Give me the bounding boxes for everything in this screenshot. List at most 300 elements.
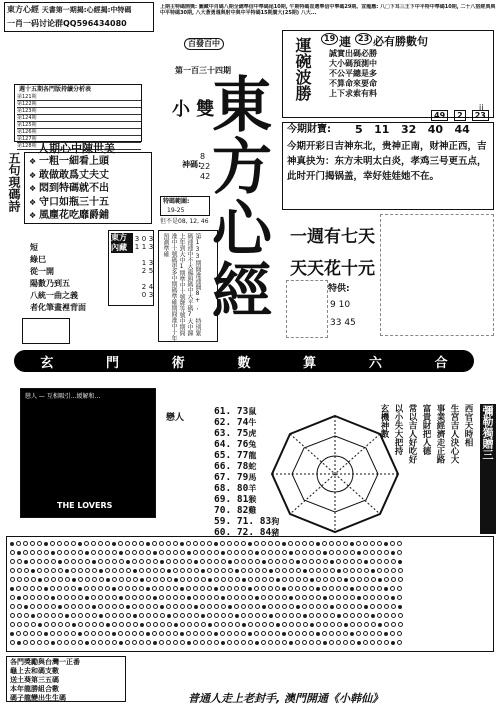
dot	[160, 613, 165, 618]
dot	[316, 632, 320, 636]
number-value: 64. 76	[214, 439, 249, 450]
dot	[234, 541, 239, 546]
dot	[91, 586, 96, 591]
dot	[214, 632, 218, 636]
dot	[166, 595, 171, 600]
dot	[269, 577, 274, 582]
dot	[227, 550, 232, 555]
right-top-num: 2	[454, 110, 466, 121]
dot	[330, 568, 335, 573]
dot	[255, 551, 259, 555]
dongfang-box	[108, 230, 154, 306]
dot	[37, 568, 42, 573]
dot	[24, 560, 28, 564]
dot	[37, 631, 42, 636]
dot	[363, 631, 368, 636]
issue-number: 第一百三十四期	[175, 66, 231, 75]
dot	[343, 586, 348, 591]
dot	[350, 604, 355, 609]
number-column	[214, 406, 280, 538]
table-row-label: 第121期	[17, 94, 37, 100]
dot	[119, 641, 123, 645]
dot	[98, 550, 103, 555]
dot	[193, 541, 198, 546]
dot	[119, 577, 124, 582]
verse-text: 一粗一細看上頭	[38, 156, 109, 167]
right-vertical-text: 事業經濟走正路	[435, 404, 445, 464]
left-mid-line: 者化筆畫裡背面	[30, 303, 86, 312]
dot	[187, 559, 192, 564]
dot	[296, 568, 301, 573]
dot	[24, 622, 29, 627]
right-top-title: 必有勝數句	[373, 35, 428, 48]
dongfang-title: 東方內藏	[111, 233, 133, 253]
dot	[295, 640, 300, 645]
dot	[64, 631, 69, 636]
special-label: 特供:	[328, 284, 350, 294]
dot	[57, 631, 62, 636]
dot	[248, 622, 253, 627]
dot	[269, 569, 273, 573]
note-line: 碼子龍變出生生碼	[10, 694, 66, 702]
number-row	[214, 472, 274, 483]
dot	[268, 640, 273, 645]
dot	[221, 622, 226, 627]
bottom-notes	[6, 656, 126, 702]
dot	[133, 622, 138, 627]
dot	[282, 542, 286, 546]
dot	[17, 568, 22, 573]
dot	[329, 586, 334, 591]
dot	[105, 550, 110, 555]
dot	[221, 604, 226, 609]
dot	[343, 613, 348, 618]
dot	[153, 559, 158, 564]
dot	[139, 631, 144, 636]
dot	[343, 541, 348, 546]
dot	[350, 613, 355, 618]
dot	[91, 550, 96, 555]
dot	[193, 595, 198, 600]
dot	[126, 605, 130, 609]
dot	[78, 542, 82, 546]
dot	[193, 631, 198, 636]
dot	[173, 613, 178, 618]
dot	[357, 568, 362, 573]
dot	[248, 595, 253, 600]
dot	[146, 595, 151, 600]
dot	[200, 631, 205, 636]
dot	[384, 632, 388, 636]
dot	[241, 640, 246, 645]
dot	[296, 577, 301, 582]
dot	[296, 560, 300, 564]
dot	[92, 622, 97, 627]
dot	[187, 622, 192, 627]
dot	[248, 577, 253, 582]
dot	[153, 577, 158, 582]
dot	[336, 586, 341, 591]
number-row	[214, 450, 274, 461]
dot	[262, 568, 267, 573]
dot	[78, 559, 83, 564]
note-line: 送土葵第三五碼	[10, 676, 59, 684]
dot	[234, 604, 239, 609]
dot	[323, 622, 328, 627]
dot	[337, 622, 342, 627]
dot	[44, 559, 49, 564]
dot	[159, 595, 164, 600]
monkey-illustration	[380, 214, 494, 336]
dot	[37, 640, 42, 645]
dot	[132, 631, 137, 636]
dot	[139, 604, 144, 609]
dot	[119, 559, 124, 564]
dot	[207, 550, 212, 555]
right-vertical-text: 西官天時相	[463, 404, 473, 447]
dot	[51, 641, 55, 645]
dot	[194, 560, 198, 564]
dot	[364, 560, 368, 564]
dot	[227, 640, 232, 645]
table-row	[17, 115, 141, 122]
tema-range: 19-25	[167, 207, 185, 214]
dot	[370, 631, 375, 636]
dot	[364, 613, 369, 618]
dot	[112, 595, 117, 600]
dot	[329, 550, 334, 555]
dot	[58, 577, 63, 582]
dot	[159, 550, 164, 555]
dot	[173, 550, 178, 555]
dot	[289, 559, 294, 564]
dot	[309, 604, 314, 609]
dot	[227, 541, 232, 546]
verse-bullet: ❖	[29, 197, 39, 207]
dot	[24, 605, 28, 609]
dot	[235, 614, 239, 618]
dot-row	[9, 566, 491, 575]
dot	[44, 604, 49, 609]
dot	[214, 542, 218, 546]
dot	[146, 613, 151, 618]
verse-line	[29, 169, 147, 183]
right-vertical-text: 以小失大把持	[393, 404, 403, 455]
table-row-label: 第128期	[17, 143, 37, 149]
dot	[17, 559, 22, 564]
verse-line	[29, 155, 147, 169]
dot	[214, 587, 218, 591]
dot	[261, 541, 266, 546]
dot	[30, 631, 35, 636]
dot	[378, 623, 382, 627]
dot	[363, 640, 368, 645]
number-value: 60. 72. 84	[214, 527, 272, 538]
dot-row	[9, 629, 491, 638]
dot	[241, 550, 246, 555]
dot	[139, 613, 144, 618]
dot	[221, 641, 225, 645]
dot	[248, 542, 252, 546]
dot	[187, 577, 192, 582]
dot	[112, 559, 117, 564]
dot	[255, 613, 260, 618]
dot	[336, 559, 341, 564]
verse-bullet: ❖	[29, 157, 39, 166]
dot	[322, 541, 327, 546]
dot	[350, 577, 355, 582]
note-line: 本年龍勝組合數	[10, 685, 59, 693]
dot	[125, 595, 130, 600]
special-nums-1: 9 10	[330, 300, 351, 310]
dot	[71, 586, 76, 591]
masthead-sub: 天書第一期揭:心經揭:中特碼	[41, 6, 132, 14]
dot	[268, 631, 273, 636]
dot	[166, 559, 171, 564]
dot	[105, 541, 110, 546]
dot	[78, 587, 82, 591]
right-vertical-text: 玄機神數	[379, 404, 389, 438]
dot	[106, 578, 110, 582]
dot	[234, 631, 239, 636]
dot	[132, 550, 137, 555]
dot	[160, 622, 165, 627]
dot	[119, 596, 123, 600]
dot	[295, 541, 300, 546]
left-mid-line: 陽數乃到五	[30, 279, 70, 288]
dot	[343, 595, 348, 600]
dot	[125, 541, 130, 546]
dot	[384, 622, 389, 627]
dot	[255, 577, 260, 582]
dot	[186, 586, 191, 591]
dot	[98, 631, 103, 636]
dot	[322, 631, 327, 636]
number-value: 66. 78	[214, 461, 249, 472]
dot	[133, 614, 137, 618]
verse-text: 守口如瓶三十五	[38, 196, 109, 208]
number-row	[214, 417, 274, 428]
note-line: 龜上去和碼支數	[10, 667, 59, 675]
verse-bullet: ❖	[29, 211, 39, 220]
dot	[72, 578, 76, 582]
dot	[125, 550, 130, 555]
dot	[255, 604, 260, 609]
dot	[65, 569, 69, 573]
dot	[51, 604, 56, 609]
dot	[133, 577, 138, 582]
dot	[391, 622, 396, 627]
dot	[64, 541, 69, 546]
dot	[98, 595, 103, 600]
dot	[173, 595, 178, 600]
number-zodiac: 馬	[248, 473, 257, 482]
rap-label: 連	[339, 35, 352, 49]
dot	[118, 631, 123, 636]
dot	[38, 623, 42, 627]
dot	[173, 568, 178, 573]
dot	[364, 622, 369, 627]
dot	[296, 613, 301, 618]
stamp-box	[22, 318, 70, 344]
dot	[71, 604, 76, 609]
dot	[364, 568, 369, 573]
dot	[187, 568, 192, 573]
dot	[91, 640, 96, 645]
right-top-line: 大小碼預測中	[329, 59, 377, 68]
dot	[78, 577, 83, 582]
dot	[207, 640, 212, 645]
dot	[37, 541, 42, 546]
dot	[160, 560, 164, 564]
dot	[371, 569, 375, 573]
dot	[296, 605, 300, 609]
dot	[330, 613, 335, 618]
verse-bullet: ❖	[29, 184, 39, 193]
lucky-label: 今期財寶:	[287, 124, 331, 135]
dot	[153, 596, 157, 600]
dot	[384, 559, 389, 564]
dot	[255, 641, 259, 645]
dot	[241, 595, 246, 600]
dot	[146, 542, 150, 546]
dot	[166, 550, 171, 555]
dot	[180, 550, 185, 555]
dot	[357, 641, 361, 645]
dot	[31, 622, 36, 627]
dot	[350, 632, 354, 636]
dot	[220, 631, 225, 636]
dot	[126, 577, 131, 582]
dot	[112, 622, 117, 627]
main-title-char: 方	[212, 133, 272, 203]
dot	[357, 551, 361, 555]
dot	[350, 595, 355, 600]
dot	[64, 604, 69, 609]
dot	[132, 604, 137, 609]
dot	[228, 577, 233, 582]
dot	[71, 595, 76, 600]
dot	[350, 568, 355, 573]
dot	[58, 568, 63, 573]
dot	[152, 541, 157, 546]
dot	[330, 560, 334, 564]
right-vertical-text: 富貴財把人德	[421, 404, 431, 455]
dot	[17, 613, 22, 618]
dot	[241, 568, 246, 573]
dot	[357, 596, 361, 600]
dot	[295, 595, 300, 600]
dot	[336, 604, 341, 609]
dot	[207, 559, 212, 564]
dot	[105, 604, 110, 609]
dot	[241, 631, 246, 636]
dot	[37, 613, 42, 618]
dot	[248, 550, 253, 555]
dot	[85, 596, 89, 600]
dot	[235, 622, 240, 627]
dot	[254, 631, 259, 636]
dot	[186, 631, 191, 636]
dot	[112, 640, 117, 645]
dot	[207, 604, 212, 609]
table-row	[17, 129, 141, 136]
dot	[377, 586, 382, 591]
dot	[17, 596, 21, 600]
dot	[282, 587, 286, 591]
dot	[187, 613, 192, 618]
dot	[255, 568, 260, 573]
dot-row	[9, 611, 491, 620]
big-verse-1: 一週有七天	[290, 227, 375, 247]
dot	[248, 587, 252, 591]
number-zodiac: 蛇	[248, 462, 257, 471]
dot	[343, 568, 348, 573]
dot	[17, 551, 21, 555]
dot	[268, 559, 273, 564]
dot	[254, 586, 259, 591]
dot	[214, 595, 219, 600]
dot	[235, 569, 239, 573]
dot	[10, 604, 15, 609]
dot	[180, 622, 185, 627]
dot	[357, 577, 362, 582]
dot	[337, 614, 341, 618]
dot	[329, 640, 334, 645]
dot	[384, 595, 389, 600]
lovers-caption: THE LOVERS	[57, 501, 113, 510]
left-mid-line: 從一開	[30, 267, 54, 276]
dot	[289, 568, 294, 573]
dot	[310, 623, 314, 627]
dot	[105, 631, 110, 636]
dot	[377, 604, 382, 609]
dot	[330, 622, 335, 627]
dot	[377, 640, 382, 645]
dot	[208, 623, 212, 627]
dot	[207, 595, 212, 600]
dot	[200, 541, 205, 546]
dot	[309, 541, 314, 546]
dot	[119, 604, 124, 609]
dot	[343, 550, 348, 555]
dot	[180, 559, 185, 564]
dot	[364, 577, 369, 582]
dot	[302, 586, 307, 591]
dot	[220, 541, 225, 546]
table-row	[17, 122, 141, 129]
dot	[105, 595, 110, 600]
dot	[98, 541, 103, 546]
dot	[370, 559, 375, 564]
dot	[390, 586, 395, 591]
dot	[398, 605, 402, 609]
dot	[58, 605, 62, 609]
dot	[288, 541, 293, 546]
number-row	[214, 406, 274, 417]
dot	[398, 568, 403, 573]
dot	[309, 640, 314, 645]
dot	[85, 641, 89, 645]
dot	[132, 541, 137, 546]
left-mid-line: 八統一曲之義	[30, 291, 78, 300]
dot	[214, 604, 219, 609]
dot	[159, 541, 164, 546]
number-row	[214, 439, 274, 450]
verse-text: 悶到特碼就不出	[38, 183, 109, 194]
dot	[241, 613, 246, 618]
table-row-label: 第126期	[17, 129, 37, 135]
